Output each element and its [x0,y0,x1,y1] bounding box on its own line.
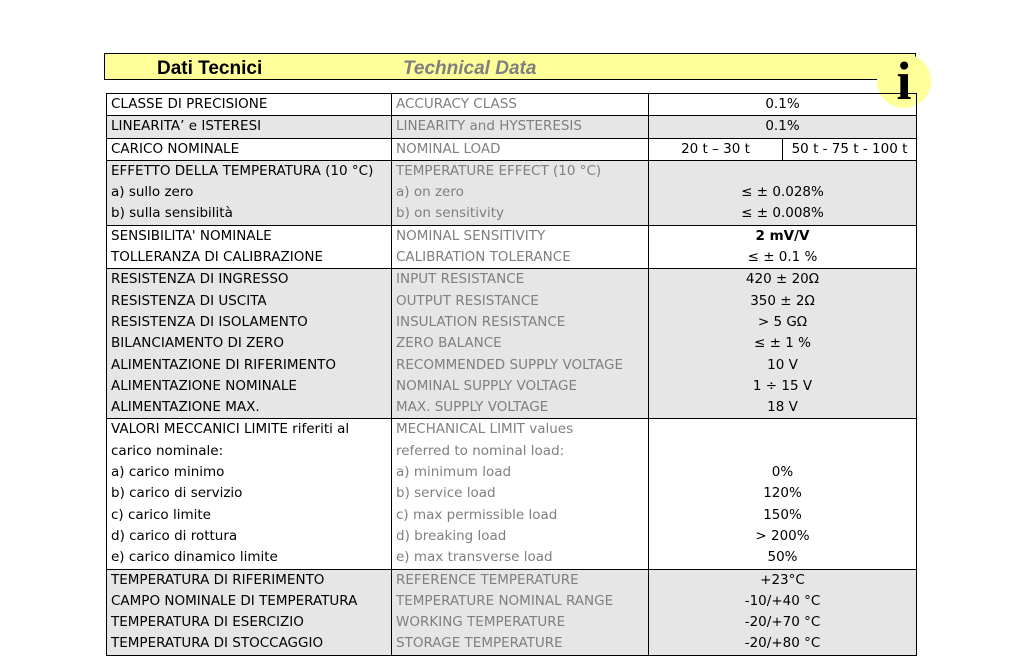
line: CALIBRATION TOLERANCE [396,249,571,266]
line: > 5 GΩ [757,313,808,330]
value: 0.1% [649,116,917,138]
line: TEMPERATURA DI RIFERIMENTO [111,571,325,588]
line: NOMINAL SUPPLY VOLTAGE [396,377,577,394]
line: RESISTENZA DI INGRESSO [111,271,289,288]
line: CAMPO NOMINALE DI TEMPERATURA [111,592,358,609]
table-row [107,116,917,138]
line: carico nominale: [111,442,224,459]
line: ZERO BALANCE [396,335,502,352]
line: 50% [767,549,798,566]
line: 150% [763,506,802,523]
title-english: Technical Data [403,58,537,79]
line: REFERENCE TEMPERATURE [396,571,579,588]
line: EFFETTO DELLA TEMPERATURA (10 °C) [111,162,374,179]
label-it [107,269,392,419]
label-it [107,225,392,269]
title-italian: Dati Tecnici [157,58,263,79]
line: WORKING TEMPERATURE [396,614,566,631]
line: a) carico minimo [111,464,225,481]
line: BILANCIAMENTO DI ZERO [111,335,284,352]
line: TEMPERATURA DI ESERCIZIO [111,614,304,631]
line: -20/+70 °C [744,614,821,631]
line: d) carico di rottura [111,527,238,544]
line: ≤ ± 0.1 % [747,249,818,266]
table-row [107,225,917,269]
value [649,225,917,269]
table-row [107,94,917,116]
line: 1 ÷ 15 V [752,377,813,394]
line: 120% [763,485,802,502]
line: TOLLERANZA DI CALIBRAZIONE [111,249,324,266]
line: ≤ ± 0.008% [741,205,824,222]
line: -20/+80 °C [744,635,821,652]
line: c) carico limite [111,506,211,523]
line: TEMPERATURE EFFECT (10 °C) [396,162,602,179]
line: c) max permissible load [396,506,558,523]
line: OUTPUT RESISTANCE [396,292,539,309]
line: STORAGE TEMPERATURE [396,635,563,652]
line: ALIMENTAZIONE DI RIFERIMENTO [111,356,337,373]
line: b) carico di servizio [111,485,243,502]
label-en [392,419,649,569]
line: a) on zero [396,184,464,201]
line: +23°C [760,571,805,588]
line: 18 V [767,399,798,416]
line: RESISTENZA DI USCITA [111,292,267,309]
line: 350 ± 2Ω [750,292,815,309]
line: ALIMENTAZIONE MAX. [111,399,260,416]
label-it [107,569,392,655]
label-en [392,569,649,655]
line: e) max transverse load [396,549,553,566]
line: ≤ ± 0.028% [741,184,824,201]
table-row [107,569,917,655]
table-row [107,419,917,569]
line: NOMINAL SENSITIVITY [396,227,546,244]
label-en: ACCURACY CLASS [392,94,649,116]
label-en [392,269,649,419]
label-it [107,419,392,569]
label-en [392,160,649,225]
line: INSULATION RESISTANCE [396,313,566,330]
line: 10 V [767,356,798,373]
line: VALORI MECCANICI LIMITE riferiti al [111,421,350,438]
line: b) service load [396,485,496,502]
info-icon-glyph: i [896,51,912,111]
section-header [104,53,916,80]
line: e) carico dinamico limite [111,549,278,566]
label-en: NOMINAL LOAD [392,138,649,160]
line: a) sullo zero [111,184,194,201]
line: b) sulla sensibilità [111,205,233,222]
line: RESISTENZA DI ISOLAMENTO [111,313,308,330]
table-row [107,138,917,160]
value [649,569,917,655]
technical-data-table [106,93,917,656]
line: ALIMENTAZIONE NOMINALE [111,377,297,394]
label-it: CLASSE DI PRECISIONE [107,94,392,116]
line: SENSIBILITA' NOMINALE [111,227,272,244]
line: ≤ ± 1 % [754,335,811,352]
load-range-a: 20 t – 30 t [649,139,783,160]
label-en [392,225,649,269]
table-row [107,160,917,225]
line: b) on sensitivity [396,205,504,222]
line: MECHANICAL LIMIT values [396,421,574,438]
line: 420 ± 20Ω [745,271,820,288]
line: RECOMMENDED SUPPLY VOLTAGE [396,356,623,373]
line: > 200% [755,527,810,544]
value: 0.1% [649,94,917,116]
value [649,138,917,160]
line: TEMPERATURA DI STOCCAGGIO [111,635,324,652]
line: 2 mV/V [755,227,810,244]
line: MAX. SUPPLY VOLTAGE [396,399,549,416]
line: a) minimum load [396,464,512,481]
line: INPUT RESISTANCE [396,271,525,288]
line: 0% [771,464,794,481]
value [649,269,917,419]
table-row [107,269,917,419]
label-en: LINEARITY and HYSTERESIS [392,116,649,138]
line: TEMPERATURE NOMINAL RANGE [396,592,614,609]
value [649,419,917,569]
line: d) breaking load [396,527,507,544]
load-range-b: 50 t - 75 t - 100 t [791,140,908,157]
label-it [107,160,392,225]
label-it: LINEARITA’ e ISTERESI [107,116,392,138]
line: -10/+40 °C [744,592,821,609]
label-it: CARICO NOMINALE [107,138,392,160]
line: referred to nominal load: [396,442,565,459]
value [649,160,917,225]
